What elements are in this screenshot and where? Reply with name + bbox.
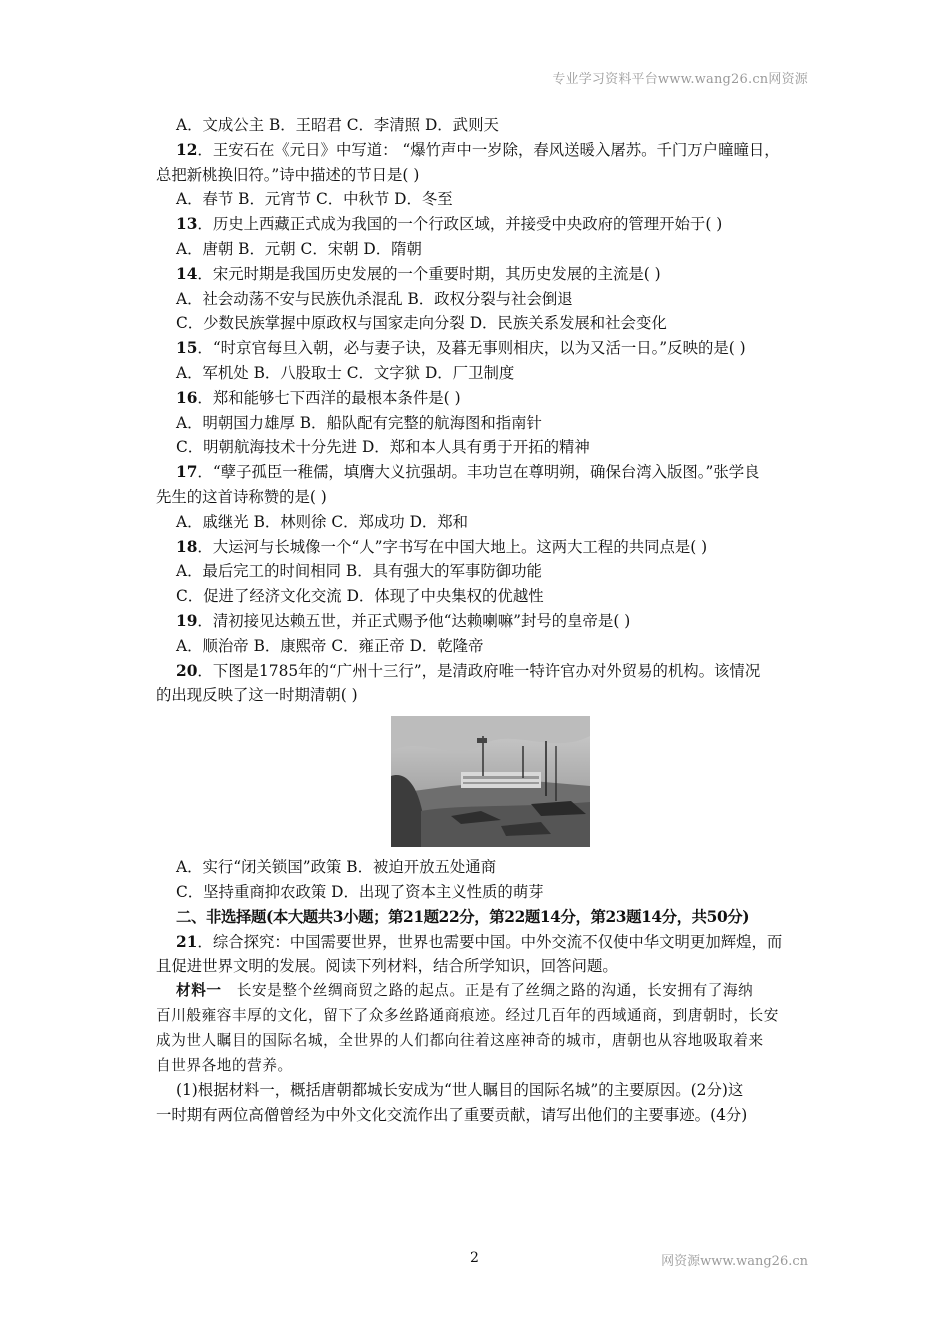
q18-number: 18 xyxy=(176,537,198,556)
material-1-line-3: 成为世人瞩目的国际名城，全世界的人们都向往着这座神奇的城市，唐朝也从容地吸取着来 xyxy=(156,1031,764,1049)
q20-stem xyxy=(176,659,808,684)
q19-stem xyxy=(176,609,808,634)
q12-options: A．春节 B．元宵节 C．中秋节 D．冬至 xyxy=(176,190,453,209)
q13-text: ．历史上西藏正式成为我国的一个行政区域，并接受中央政府的管理开始于( ) xyxy=(197,215,723,234)
material-1-line-4: 自世界各地的营养。 xyxy=(156,1056,293,1074)
q18-stem xyxy=(176,535,808,560)
q14-options-1: A．社会动荡不安与民族仇杀混乱 B．政权分裂与社会倒退 xyxy=(176,289,573,308)
q19-options: A．顺治帝 B．康熙帝 C．雍正帝 D．乾隆帝 xyxy=(176,636,484,655)
q20-stem-cont: 的出现反映了这一时期清朝( ) xyxy=(156,686,358,705)
q11-options: A．文成公主 B．王昭君 C．李清照 D．武则天 xyxy=(176,116,499,134)
q13-options: A．唐朝 B．元朝 C．宋朝 D．隋朝 xyxy=(176,239,422,258)
q20-number: 20 xyxy=(176,661,198,680)
q18-text: ．大运河与长城像一个“人”字书写在中国大地上。这两大工程的共同点是( ) xyxy=(197,537,708,556)
q21-sub1-cont: 一时期有两位高僧曾经为中外文化交流作出了重要贡献，请写出他们的主要事迹。(4分) xyxy=(156,1106,748,1125)
q20-options-2: C．坚持重商抑农政策 D．出现了资本主义性质的萌芽 xyxy=(176,882,544,901)
q15-number: 15 xyxy=(176,339,198,358)
q19-number: 19 xyxy=(176,611,198,630)
q21-text: ．综合探究：中国需要世界，世界也需要中国。中外交流不仅使中华文明更加辉煌，而 xyxy=(197,932,783,951)
section-2-heading: 二、非选择题(本大题共3小题；第21题22分，第22题14分，第23题14分，共50分) xyxy=(176,907,750,926)
harbor-illustration xyxy=(391,716,590,847)
q19-text: ．清初接见达赖五世，并正式赐予他“达赖喇嘛”封号的皇帝是( ) xyxy=(197,611,631,630)
q16-options-2: C．明朝航海技术十分先进 D．郑和本人具有勇于开拓的精神 xyxy=(176,438,590,457)
q13-number: 13 xyxy=(176,215,198,234)
q14-number: 14 xyxy=(176,264,198,283)
q21-stem-cont: 且促进世界文明的发展。阅读下列材料，结合所学知识，回答问题。 xyxy=(156,957,618,976)
footer-site: 网资源www.wang26.cn xyxy=(661,1254,808,1269)
q21-number: 21 xyxy=(176,932,198,951)
q18-options-2: C．促进了经济文化交流 D．体现了中央集权的优越性 xyxy=(176,587,544,606)
q16-text: ．郑和能够七下西洋的最根本条件是( ) xyxy=(197,388,461,407)
q20-text: ．下图是1785年的“广州十三行”，是清政府唯一特许官办对外贸易的机构。该情况 xyxy=(197,661,761,680)
canton-thirteen-factories-image xyxy=(391,716,590,847)
material-1-line-1 xyxy=(176,979,808,1004)
material-1-line-2: 百川般雍容丰厚的文化，留下了众多丝路通商痕迹。经过几百年的西域通商，到唐朝时，长安 xyxy=(156,1006,779,1024)
q15-options: A．军机处 B．八股取士 C．文字狱 D．厂卫制度 xyxy=(176,363,515,382)
q16-options-1: A．明朝国力雄厚 B．船队配有完整的航海图和指南针 xyxy=(176,413,542,432)
page-header: 专业学习资料平台www.wang26.cn网资源 xyxy=(552,72,808,87)
material-1-text: 长安是整个丝绸商贸之路的起点。正是有了丝绸之路的沟通，长安拥有了海纳 xyxy=(221,982,754,1000)
q21-stem xyxy=(176,930,808,955)
q12-number: 12 xyxy=(176,140,198,159)
material-1-title: 材料一 xyxy=(176,982,222,1000)
q17-options: A．戚继光 B．林则徐 C．郑成功 D．郑和 xyxy=(176,512,469,531)
q20-options-1: A．实行“闭关锁国”政策 B．被迫开放五处通商 xyxy=(176,858,497,877)
q21-sub1: (1)根据材料一，概括唐朝都城长安成为“世人瞩目的国际名城”的主要原因。(2分)这 xyxy=(176,1081,744,1100)
q18-options-1: A．最后完工的时间相同 B．具有强大的军事防御功能 xyxy=(176,562,542,581)
page-number: 2 xyxy=(470,1250,479,1266)
q16-stem xyxy=(176,386,808,411)
q14-text: ．宋元时期是我国历史发展的一个重要时期，其历史发展的主流是( ) xyxy=(197,264,661,283)
q17-stem xyxy=(176,460,808,485)
q15-text: ．“时京官每旦入朝，必与妻子诀，及暮无事则相庆，以为又活一日。”反映的是( ) xyxy=(197,339,746,358)
q12-stem xyxy=(176,138,808,163)
q13-stem xyxy=(176,212,808,237)
q14-stem xyxy=(176,262,808,287)
q17-text: ．“孽子孤臣一稚儒，填膺大义抗强胡。丰功岂在尊明朔，确保台湾入版图。”张学良 xyxy=(197,463,760,482)
question-content xyxy=(156,113,808,1128)
q14-options-2: C．少数民族掌握中原政权与国家走向分裂 D．民族关系发展和社会变化 xyxy=(176,314,667,333)
q15-stem xyxy=(176,336,808,361)
q12-stem-cont: 总把新桃换旧符。”诗中描述的节日是( ) xyxy=(156,165,420,184)
q17-stem-cont: 先生的这首诗称赞的是( ) xyxy=(156,487,327,506)
q12-text: ．王安石在《元日》中写道： “爆竹声中一岁除，春风送暖入屠苏。千门万户曈曈日， xyxy=(197,140,780,159)
q17-number: 17 xyxy=(176,463,198,482)
q16-number: 16 xyxy=(176,388,198,407)
